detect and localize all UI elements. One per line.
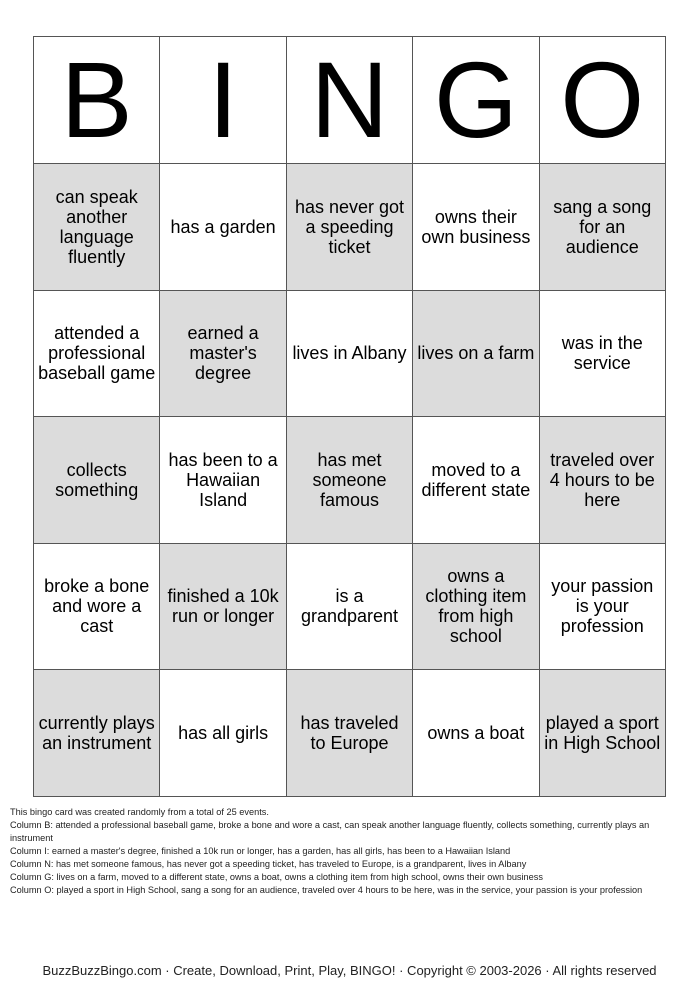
column-i-list: Column I: earned a master's degree, finished a 10k run or longer, has a garden, has all girls, has been to a Hawaiian Island — [10, 846, 511, 856]
bingo-cell: sang a song for an audience — [539, 164, 665, 291]
bingo-cell: your passion is your profession — [539, 543, 665, 670]
bingo-cell: has met someone famous — [286, 417, 412, 544]
header-letter-i: I — [160, 37, 286, 164]
bingo-cell: attended a professional baseball game — [34, 290, 160, 417]
bingo-cell: currently plays an instrument — [34, 670, 160, 797]
card-info — [10, 806, 690, 897]
bingo-cell: was in the service — [539, 290, 665, 417]
bingo-cell: owns a boat — [413, 670, 539, 797]
header-letter-g: G — [413, 37, 539, 164]
column-o-list: Column O: played a sport in High School, sang a song for an audience, traveled over 4 hours to be here, was in the service, your passion is your profession — [10, 885, 643, 895]
header-letter-n: N — [286, 37, 412, 164]
bingo-cell: has been to a Hawaiian Island — [160, 417, 286, 544]
bingo-row — [34, 290, 666, 417]
bingo-cell: has traveled to Europe — [286, 670, 412, 797]
bingo-cell: has a garden — [160, 164, 286, 291]
bingo-row — [34, 164, 666, 291]
bingo-cell: can speak another language fluently — [34, 164, 160, 291]
bingo-cell: owns a clothing item from high school — [413, 543, 539, 670]
column-b-list: Column B: attended a professional baseball game, broke a bone and wore a cast, can speak another language fluently, collects something, currently plays an instrument — [10, 820, 650, 843]
bingo-header-row — [34, 37, 666, 164]
bingo-cell: owns their own business — [413, 164, 539, 291]
bingo-cell: earned a master's degree — [160, 290, 286, 417]
bingo-cell: lives on a farm — [413, 290, 539, 417]
column-g-list: Column G: lives on a farm, moved to a different state, owns a boat, owns a clothing item from high school, owns their own business — [10, 872, 543, 882]
bingo-cell: finished a 10k run or longer — [160, 543, 286, 670]
bingo-cell: traveled over 4 hours to be here — [539, 417, 665, 544]
bingo-cell: broke a bone and wore a cast — [34, 543, 160, 670]
bingo-row — [34, 543, 666, 670]
column-n-list: Column N: has met someone famous, has never got a speeding ticket, has traveled to Europe, is a grandparent, lives in Albany — [10, 859, 527, 869]
bingo-cell: collects something — [34, 417, 160, 544]
card-summary: This bingo card was created randomly from a total of 25 events. — [10, 807, 269, 817]
header-letter-b: B — [34, 37, 160, 164]
bingo-row — [34, 670, 666, 797]
bingo-cell: lives in Albany — [286, 290, 412, 417]
bingo-row — [34, 417, 666, 544]
bingo-cell: has all girls — [160, 670, 286, 797]
page-footer: BuzzBuzzBingo.com · Create, Download, Print, Play, BINGO! · Copyright © 2003-2026 · All rights reserved — [42, 963, 657, 978]
bingo-cell: played a sport in High School — [539, 670, 665, 797]
header-letter-o: O — [539, 37, 665, 164]
bingo-cell: is a grandparent — [286, 543, 412, 670]
bingo-cell: has never got a speeding ticket — [286, 164, 412, 291]
bingo-cell: moved to a different state — [413, 417, 539, 544]
bingo-card — [33, 36, 666, 797]
